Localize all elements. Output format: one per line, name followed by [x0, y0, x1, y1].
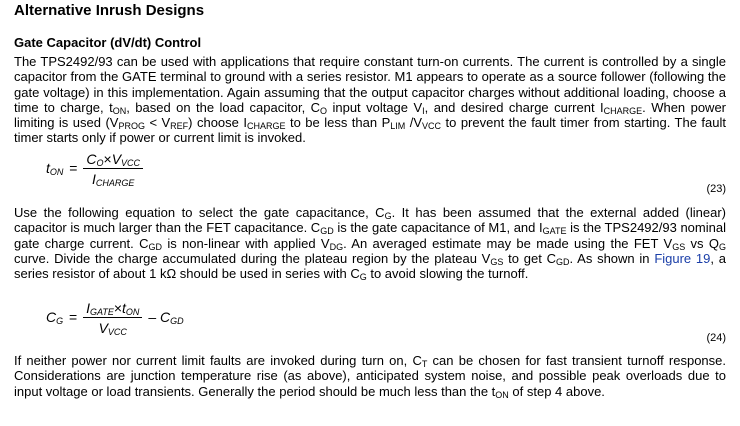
eq24-lhs: $C_G$: [46, 308, 64, 326]
equation-24-number: (24): [706, 332, 726, 344]
subsection-title: Gate Capacitor (dV/dt) Control: [14, 35, 202, 50]
equation-23: $t_{ON}$ = $\frac{C_O\times V_{VCC}}{I_{CHARGE}}$: [46, 151, 143, 187]
section-title: Alternative Inrush Designs: [14, 2, 205, 19]
eq24-fraction: $\frac{I_{GATE}\times t_{ON}}{V_{VCC}}$: [83, 300, 142, 336]
paragraph-2: Use the following equation to select the gate capacitance, $C_G$. It has been assumed that the external added (linear) capacitor is much larger than the FET capacitance. $C_{GD}$ is the gate capacitance of M1, and $I_{GATE}$ is the TPS2492/93 nominal gate charge current. $C_{GD}$ is non-linear with applied $V_{DG}$. An averaged estimate may be made using the FET $V_{GS}$ vs $Q_G$ curve. Divide the charge accumulated during the plateau region by the plateau $V_{GS}$ to get $C_{GD}$. As shown in Figure 19, a series resistor of about 1 kΩ should be used in series with $C_G$ to avoid slowing the turnoff.: [14, 205, 726, 283]
eq23-lhs: $t_{ON}$: [46, 159, 64, 177]
figure-19-link[interactable]: Figure 19: [654, 250, 711, 266]
equation-24: $C_G$ = $\frac{I_{GATE}\times t_{ON}}{V_{VCC}}$ – $C_{GD}$: [46, 300, 184, 337]
eq23-fraction: $\frac{C_O\times V_{VCC}}{I_{CHARGE}}$: [83, 151, 143, 187]
equation-23-number: (23): [706, 183, 726, 195]
paragraph-1: The TPS2492/93 can be used with applications that require constant turn-on currents. The current is controlled by a single capacitor from the GATE terminal to ground with a series resistor. M1 appears to operate as a source follower (following the gate voltage) in this implementation. Again assuming that the output capacitor charges without additional loading, choose a time to charge, $t_{ON}$, based on the load capacitor, $C_O$ input voltage $V_I$, and desired charge current $I_{CHARGE}$. When power limiting is used $(V_{PROG} < V_{REF})$ choose $I_{CHARGE}$ to be less than $P_{LIM}$ $/V_{VCC}$ to prevent the fault timer from starting. The fault timer starts only if power or current limit is invoked.: [14, 54, 726, 146]
eq24-tail: $C_{GD}$: [160, 308, 184, 326]
paragraph-3: If neither power nor current limit faults are invoked during turn on, $C_T$ can be chosen for fast transient turnoff response. Considerations are junction temperature rise (as above), anticipated system noise, and possible peak overloads due to input voltage or load transients. Generally the period should be much less than the $t_{ON}$ of step 4 above.: [14, 353, 726, 400]
